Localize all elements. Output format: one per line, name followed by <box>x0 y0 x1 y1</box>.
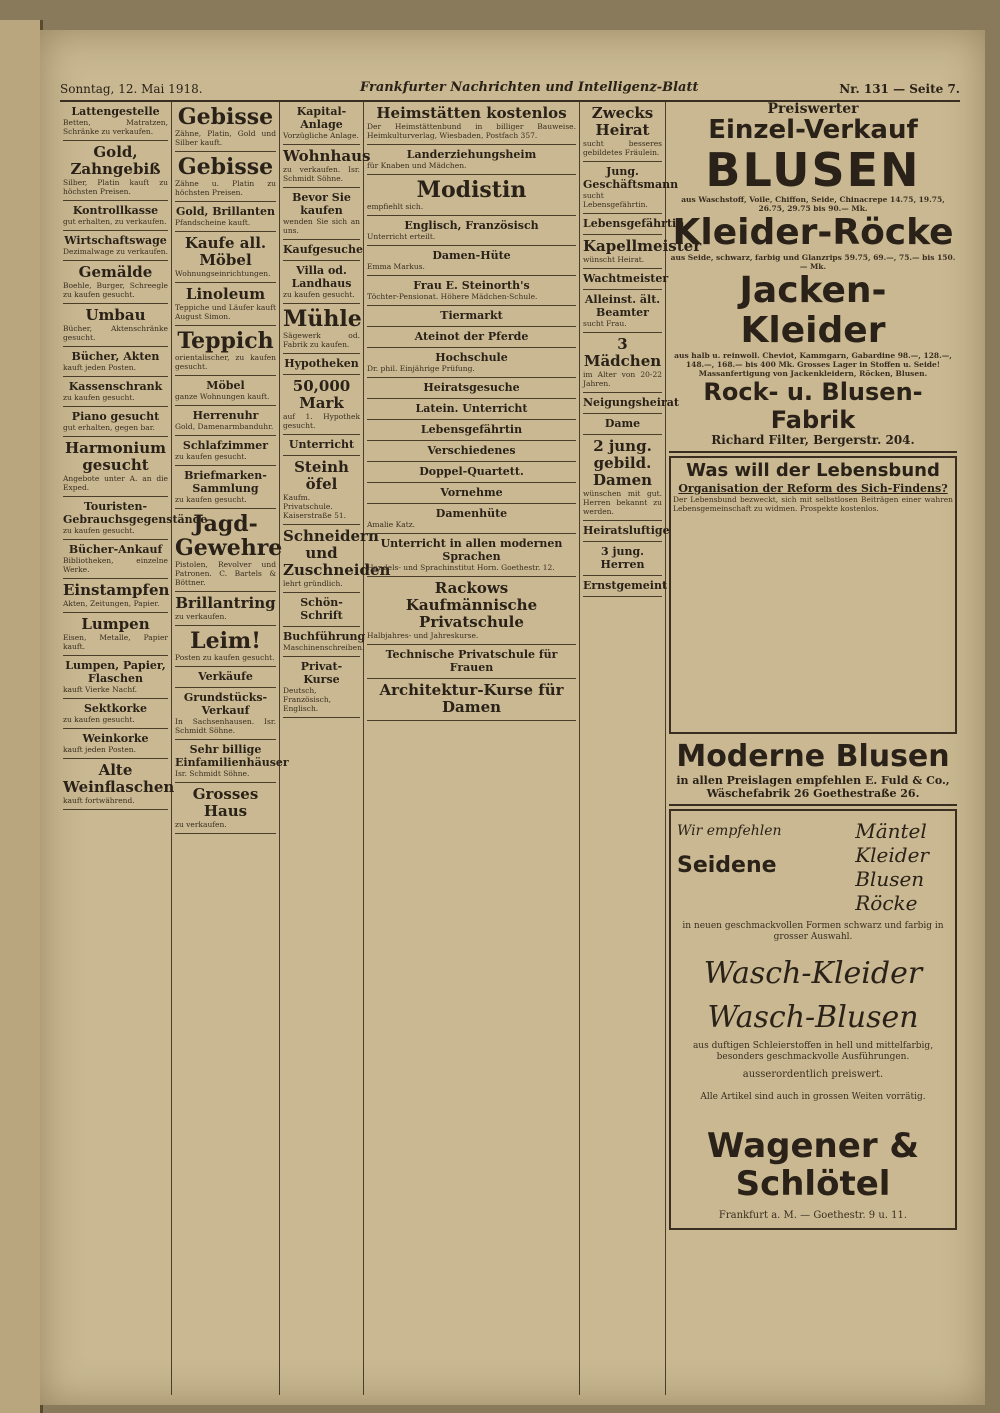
ad-heading: Bevor Sie kaufen <box>292 191 351 217</box>
ad-heading: Gebisse <box>177 104 274 130</box>
wasch-blusen-text: aus duftigen Schleierstoffen in hell und mittelfarbig, besonders geschmackvolle Ausführungen. <box>692 1040 934 1062</box>
classified-ad <box>367 483 576 504</box>
classified-ad <box>175 283 276 326</box>
ad-heading: Sektkorke <box>83 702 148 715</box>
classified-ad <box>63 497 208 540</box>
ad-heading: Lattengestelle <box>71 105 160 118</box>
ad-text: zu kaufen gesucht. <box>63 715 135 724</box>
classified-ad <box>367 420 576 441</box>
ad-heading: Steinh öfel <box>294 458 349 493</box>
lebensbund-text: Der Lebensbund bezweckt, sich mit selbstlosen Beiträgen einer wahren Lebensgemeinschaft zu widmen. Prospekte kostenlos. <box>673 494 953 513</box>
ad-heading: 3 Mädchen <box>583 335 662 370</box>
ad-heading: Neigungsheirat <box>583 396 679 409</box>
ad-text: Töchter-Pensionat. Höhere Mädchen-Schule. <box>367 292 538 301</box>
wir-empfehlen: Wir empfehlen <box>677 822 782 839</box>
classified-ad <box>63 407 168 437</box>
classified-ad <box>63 141 168 201</box>
classified-ad <box>283 627 366 657</box>
classified-ad <box>367 306 576 327</box>
ad-heading: Bücher-Ankauf <box>68 543 163 556</box>
ad-heading: Grosses Haus <box>192 785 259 820</box>
ad-heading: Sehr billige Einfamilienhäuser <box>175 743 289 769</box>
garment-item: Blusen <box>855 866 925 891</box>
column-2 <box>172 102 289 1395</box>
ad-heading: Hypotheken <box>284 357 359 370</box>
ad-text: sucht Lebensgefährtin. <box>583 191 648 209</box>
classified-ad <box>583 162 679 214</box>
classified-ad <box>175 406 276 436</box>
formen-text: in neuen geschmackvollen Formen schwarz und farbig in grosser Auswahl. <box>682 920 944 942</box>
preiswert-text: ausserordentlich preiswert. <box>742 1068 884 1080</box>
classified-ad <box>583 393 679 414</box>
classified-ad <box>63 613 168 656</box>
garment-list <box>855 819 929 915</box>
ad-text: gut erhalten, gegen bar. <box>63 423 155 432</box>
ad-heading: Linoleum <box>185 285 266 303</box>
ad-text: zu verkaufen. <box>175 820 227 829</box>
ad-text: zu kaufen gesucht. <box>63 393 135 402</box>
classified-ad <box>283 657 360 718</box>
wasch-kleider-title: Wasch-Kleider <box>703 955 923 991</box>
ad-heading: Schneidern und Zuschneiden <box>283 527 391 579</box>
blusen-title: BLUSEN <box>705 142 921 197</box>
classified-ad <box>175 152 276 202</box>
ad-heading: Verschiedenes <box>427 444 516 457</box>
ad-text: Eisen, Metalle, Papier kauft. <box>63 633 168 651</box>
ad-text: Zähne u. Platin zu höchsten Preisen. <box>175 179 276 197</box>
classified-ad <box>63 656 168 699</box>
ad-heading: Kaufgesuche <box>283 243 363 256</box>
ad-text: lehrt gründlich. <box>283 579 343 588</box>
lebensbund-subtitle: Organisation der Reform des Sich-Findens? <box>678 481 948 495</box>
classified-ad <box>583 102 662 162</box>
ad-heading: Heimstätten kostenlos <box>376 104 567 122</box>
ad-heading: Bücher, Akten <box>71 350 160 363</box>
ad-heading: Grundstücks-Verkauf <box>183 691 268 717</box>
ad-heading: Damenhüte <box>435 507 508 520</box>
ad-text: Unterricht erteilt. <box>367 232 436 241</box>
ad-text: auf 1. Hypothek gesucht. <box>283 412 360 430</box>
ad-text: Amalie Katz. <box>367 520 416 529</box>
classified-ad <box>63 540 168 579</box>
garment-item: Röcke <box>855 890 918 915</box>
ad-text: Posten zu kaufen gesucht. <box>175 653 275 662</box>
ad-heading: Tiermarkt <box>440 309 503 322</box>
ad-text: zu verkaufen. <box>175 612 227 621</box>
ad-heading: Dame <box>604 417 641 430</box>
grossen-weiten-text: Alle Artikel sind auch in grossen Weiten vorrätig. <box>700 1091 926 1102</box>
ad-text: Emma Markus. <box>367 262 425 271</box>
moderne-blusen-title: Moderne Blusen <box>676 738 950 774</box>
ad-text: Kaufm. Privatschule. Kaiserstraße 51. <box>283 493 347 520</box>
classified-ad <box>583 414 662 435</box>
ad-heading: Alleinst. ält. Beamter <box>584 293 661 319</box>
classified-ad <box>367 679 576 721</box>
ad-text: im Alter von 20-22 Jahren. <box>583 370 662 388</box>
ad-text: In Sachsenhausen. Isr. Schmidt Söhne. <box>175 717 276 735</box>
moderne-blusen-ad <box>669 737 957 806</box>
column-3 <box>280 102 391 1395</box>
classified-ad <box>283 240 363 261</box>
wagener-address: Frankfurt a. M. — Goethestr. 9 u. 11. <box>718 1209 908 1221</box>
ad-text: gut erhalten, zu verkaufen. <box>63 217 167 226</box>
classified-ad <box>367 216 576 246</box>
paper-title: Frankfurter Nachrichten und Intelligenz-Blatt <box>360 80 699 95</box>
rock-blusen-fabrik-address: Richard Filter, Bergerstr. 204. <box>711 432 915 447</box>
classified-ad <box>367 577 576 645</box>
ad-heading: Gemälde <box>78 263 153 281</box>
ad-heading: Ernstgemeint <box>583 579 668 592</box>
ad-text: Dr. phil. Einjährige Prüfung. <box>367 364 475 373</box>
ad-heading: Lebensgefährtin <box>420 423 523 436</box>
ad-text: Deutsch, Französisch, Englisch. <box>283 686 332 713</box>
lebensbund-title: Was will der Lebensbund <box>686 459 940 481</box>
classified-ad <box>583 269 669 290</box>
classified-ad <box>283 354 360 375</box>
ad-text: wünschen mit gut. Herren bekannt zu werden. <box>583 489 662 516</box>
ad-heading: Unterricht in allen modernen Sprachen <box>380 537 563 563</box>
ad-heading: Gebisse <box>177 154 274 180</box>
classified-ad <box>175 740 289 783</box>
classified-ad <box>175 436 276 466</box>
classified-ad <box>63 729 168 759</box>
ad-heading: Umbau <box>85 306 146 324</box>
ad-heading: Kassenschrank <box>68 380 163 393</box>
ad-text: Handels- und Sprachinstitut Horn. Goethestr. 12. <box>367 563 555 572</box>
ad-text: Sägewerk od. Fabrik zu kaufen. <box>283 331 360 349</box>
classified-ad <box>63 699 168 729</box>
ad-heading: Kaufe all. Möbel <box>184 234 267 269</box>
classified-ad <box>175 202 276 232</box>
classified-ad <box>367 276 576 306</box>
classified-ad <box>367 175 576 216</box>
classified-ad <box>367 102 576 145</box>
ad-text: zu kaufen gesucht. <box>283 290 355 299</box>
classified-ad <box>583 235 702 269</box>
ad-text: Bücher, Aktenschränke gesucht. <box>63 324 168 342</box>
ad-text: Der Heimstättenbund in billiger Bauweise. Heimkulturverlag, Wiesbaden, Postfach 357. <box>367 122 576 140</box>
preiswerter-label: Preiswerter <box>767 101 859 117</box>
ad-heading: Schlafzimmer <box>182 439 269 452</box>
ad-heading: Teppich <box>177 328 274 354</box>
jacken-kleider-prices: aus halb u. reinwoll. Cheviot, Kammgarn, Gabardine 98.—, 128.—, 148.—, 168.— bis 400 Mk. Grosses Lager in Stoffen u. Seide! Massanfertigung von Jackenkleidern, Röcken, Blusen. <box>674 350 952 378</box>
seidene-label: Seidene <box>677 852 777 878</box>
classified-ad <box>175 688 276 740</box>
ad-text: Vorzügliche Anlage. <box>283 131 359 140</box>
jacken-kleider-title: Jacken-Kleider <box>739 269 887 351</box>
ad-text: kauft Vierke Nachf. <box>63 685 138 694</box>
classified-ad <box>367 645 576 679</box>
ad-heading: Architektur-Kurse für Damen <box>379 681 564 716</box>
ad-heading: Unterricht <box>288 438 355 451</box>
classified-ad <box>583 333 662 393</box>
classified-ad <box>175 326 276 376</box>
classified-ad <box>283 145 371 188</box>
ad-text: sucht besseres gebildetes Fräulein. <box>583 139 662 157</box>
ad-heading: Leim! <box>190 628 261 654</box>
classified-ad <box>63 579 168 613</box>
ad-heading: 50,000 Mark <box>292 377 351 412</box>
ad-text: Akten, Zeitungen, Papier. <box>63 599 160 608</box>
ad-text: Pistolen, Revolver und Patronen. C. Bartels & Böttner. <box>175 560 276 587</box>
kleider-roecke-prices: aus Seide, schwarz, farbig und Glanzrips 59.75, 69.—, 75.— bis 150.— Mk. <box>670 252 956 271</box>
ad-heading: 2 jung. gebild. Damen <box>592 437 653 489</box>
ad-text: Halbjahres- und Jahreskurse. <box>367 631 479 640</box>
classified-ad <box>63 347 168 377</box>
ad-text: zu kaufen gesucht. <box>63 526 135 535</box>
ad-heading: Jung. Geschäftsmann <box>583 165 679 191</box>
page-date: Sonntag, 12. Mai 1918. <box>60 82 203 96</box>
classified-ad <box>283 593 360 627</box>
classified-ad <box>367 348 576 378</box>
classified-ad <box>175 376 276 406</box>
classified-ad <box>175 509 283 592</box>
ad-heading: Kapellmeister <box>583 237 702 255</box>
ad-text: Teppiche und Läufer kauft August Simon. <box>175 303 276 321</box>
classified-ad <box>63 759 175 810</box>
wagener-schloetel-logo: Wagener & Schlötel <box>706 1125 920 1204</box>
wagener-ad <box>669 809 957 1230</box>
ad-heading: Touristen-Gebrauchsgegenstände <box>63 500 208 526</box>
ad-heading: Hochschule <box>435 351 508 364</box>
ad-text: kauft jeden Posten. <box>63 745 137 754</box>
classified-ad <box>583 435 662 521</box>
ad-heading: Technische Privatschule für Frauen <box>385 648 558 674</box>
classified-ad <box>175 466 276 509</box>
ad-text: Wohnungseinrichtungen. <box>175 269 271 278</box>
garment-item: Mäntel <box>855 818 927 843</box>
ad-heading: Schön-Schrift <box>300 596 343 622</box>
ad-text: für Knaben und Mädchen. <box>367 161 467 170</box>
classified-ad <box>367 246 576 276</box>
ad-text: wünscht Heirat. <box>583 255 645 264</box>
classified-ad <box>367 534 576 577</box>
classified-ad <box>175 626 276 667</box>
ad-heading: Herrenuhr <box>192 409 259 422</box>
rock-blusen-fabrik-title: Rock- u. Blusen-Fabrik <box>703 377 923 434</box>
ad-heading: Modistin <box>416 177 527 203</box>
previous-page-edge <box>0 20 43 1413</box>
ad-heading: Lumpen, Papier, Flaschen <box>65 659 166 685</box>
ad-heading: Doppel-Quartett. <box>419 465 524 478</box>
classified-ad <box>583 576 668 597</box>
classified-ad <box>175 667 276 688</box>
ad-text: empfiehlt sich. <box>367 202 424 211</box>
classified-ad <box>283 261 360 304</box>
ad-text: Bibliotheken, einzelne Werke. <box>63 556 168 574</box>
blusen-ad <box>669 102 957 453</box>
ad-heading: 3 jung. Herren <box>600 545 645 571</box>
ad-text: orientalischer, zu kaufen gesucht. <box>175 353 276 371</box>
classified-ad <box>367 462 576 483</box>
ad-heading: Damen-Hüte <box>432 249 511 262</box>
classified-ad <box>283 375 360 435</box>
classified-ad <box>63 304 168 347</box>
ad-heading: Landerziehungsheim <box>406 148 537 161</box>
ad-heading: Ateinot der Pferde <box>414 330 529 343</box>
ad-heading: Kontrollkasse <box>72 204 159 217</box>
classified-ad <box>283 456 360 525</box>
ad-heading: Latein. Unterricht <box>415 402 528 415</box>
column-4 <box>364 102 580 1395</box>
ad-text: Pfandscheine kauft. <box>175 218 251 227</box>
ad-text: kauft jeden Posten. <box>63 363 137 372</box>
ad-heading: Gold, Brillanten <box>175 205 276 218</box>
ad-heading: Frau E. Steinorth's <box>413 279 530 292</box>
classified-ad <box>367 441 576 462</box>
ad-heading: Vornehme <box>440 486 503 499</box>
ad-heading: Harmonium gesucht <box>64 439 167 474</box>
classified-ad <box>283 304 360 354</box>
ad-heading: Villa od. Landhaus <box>291 264 352 290</box>
classified-ad <box>63 377 168 407</box>
classified-ad <box>283 525 391 593</box>
page-number: Nr. 131 — Seite 7. <box>839 82 960 96</box>
ad-heading: Möbel <box>206 379 245 392</box>
classified-ad <box>175 232 276 283</box>
blusen-prices: aus Waschstoff, Voile, Chiffon, Seide, Chinacrepe 14.75, 19.75, 26.75, 29.75 bis 90.— Mk. <box>681 194 945 213</box>
kleider-roecke-title: Kleider-Röcke <box>672 211 954 253</box>
ad-heading: Piano gesucht <box>71 410 160 423</box>
classified-ad <box>63 102 168 141</box>
ad-heading: Briefmarken-Sammlung <box>184 469 267 495</box>
classified-ad <box>283 102 360 145</box>
ad-heading: Wohnhaus <box>283 147 371 165</box>
ad-heading: Buchführung <box>283 630 366 643</box>
ad-heading: Wachtmeister <box>583 272 669 285</box>
ad-heading: Lebensgefährtin <box>583 217 685 230</box>
classified-ad <box>583 290 662 333</box>
classified-ad <box>283 435 360 456</box>
ad-heading: Wirtschaftswage <box>64 234 167 247</box>
ad-text: ganze Wohnungen kauft. <box>175 392 270 401</box>
classified-ad <box>583 521 670 542</box>
classified-ad <box>175 783 276 834</box>
ad-text: Silber, Platin kauft zu höchsten Preisen. <box>63 178 168 196</box>
classified-ad <box>367 327 576 348</box>
classified-ad <box>367 399 576 420</box>
classified-ad <box>175 102 276 152</box>
ad-heading: Einstampfen <box>63 581 170 599</box>
classified-ad <box>63 437 168 497</box>
ad-heading: Rackows Kaufmännische Privatschule <box>405 579 538 631</box>
ad-text: sucht Frau. <box>583 319 627 328</box>
ad-heading: Englisch, Französisch <box>404 219 539 232</box>
classified-ad <box>583 214 685 235</box>
ad-heading: Zwecks Heirat <box>591 104 654 139</box>
column-1 <box>60 102 208 1395</box>
ad-heading: Lumpen <box>81 615 150 633</box>
classified-ad <box>367 145 576 175</box>
ad-text: kauft fortwährend. <box>63 796 135 805</box>
ad-heading: Privat-Kurse <box>300 660 343 686</box>
classified-ad <box>583 542 662 576</box>
wasch-blusen-title: Wasch-Blusen <box>707 999 919 1035</box>
ad-heading: Weinkorke <box>82 732 149 745</box>
ad-heading: Heiratsluftige <box>583 524 670 537</box>
ad-text: Boehle, Burger, Schreegle zu kaufen gesucht. <box>63 281 168 299</box>
classified-ad <box>283 188 360 240</box>
ad-heading: Mühle <box>283 306 362 332</box>
column-5 <box>580 102 702 1395</box>
garment-item: Kleider <box>855 842 929 867</box>
ad-text: Zähne, Platin, Gold und Silber kauft. <box>175 129 276 147</box>
ad-text: wenden Sie sich an uns. <box>283 217 360 235</box>
classified-ad <box>63 231 168 261</box>
classified-ad <box>63 201 168 231</box>
ad-heading: Brillantring <box>175 594 276 612</box>
classified-ad <box>367 504 576 534</box>
ad-heading: Gold, Zahngebiß <box>70 143 161 178</box>
ad-text: Dezimalwage zu verkaufen. <box>63 247 168 256</box>
ad-text: zu verkaufen. Isr. Schmidt Söhne. <box>283 165 360 183</box>
classified-ad <box>63 261 168 304</box>
ad-text: Angebote unter A. an die Exped. <box>63 474 168 492</box>
ad-heading: Alte Weinflaschen <box>63 761 175 796</box>
einzel-verkauf-title: Einzel-Verkauf <box>708 114 918 145</box>
column-6-ads <box>666 102 960 1395</box>
ad-text: Maschinenschreiben. <box>283 643 365 652</box>
ad-heading: Verkäufe <box>198 670 253 683</box>
ad-text: zu kaufen gesucht. <box>175 452 247 461</box>
moderne-blusen-text: in allen Preislagen empfehlen E. Fuld & Co., Wäschefabrik 26 Goethestraße 26. <box>676 773 950 800</box>
ad-text: Gold, Damenarmbanduhr. <box>175 422 274 431</box>
lebensbund-ad <box>669 456 957 734</box>
ad-text: zu kaufen gesucht. <box>175 495 247 504</box>
ad-text: Betten, Matratzen, Schränke zu verkaufen. <box>63 118 168 136</box>
ad-heading: Jagd-Gewehre <box>175 511 283 561</box>
ad-heading: Heiratsgesuche <box>423 381 520 394</box>
ad-text: Isr. Schmidt Söhne. <box>175 769 250 778</box>
classified-ad <box>367 378 576 399</box>
classified-ad <box>175 592 276 626</box>
ad-heading: Kapital-Anlage <box>296 105 347 131</box>
